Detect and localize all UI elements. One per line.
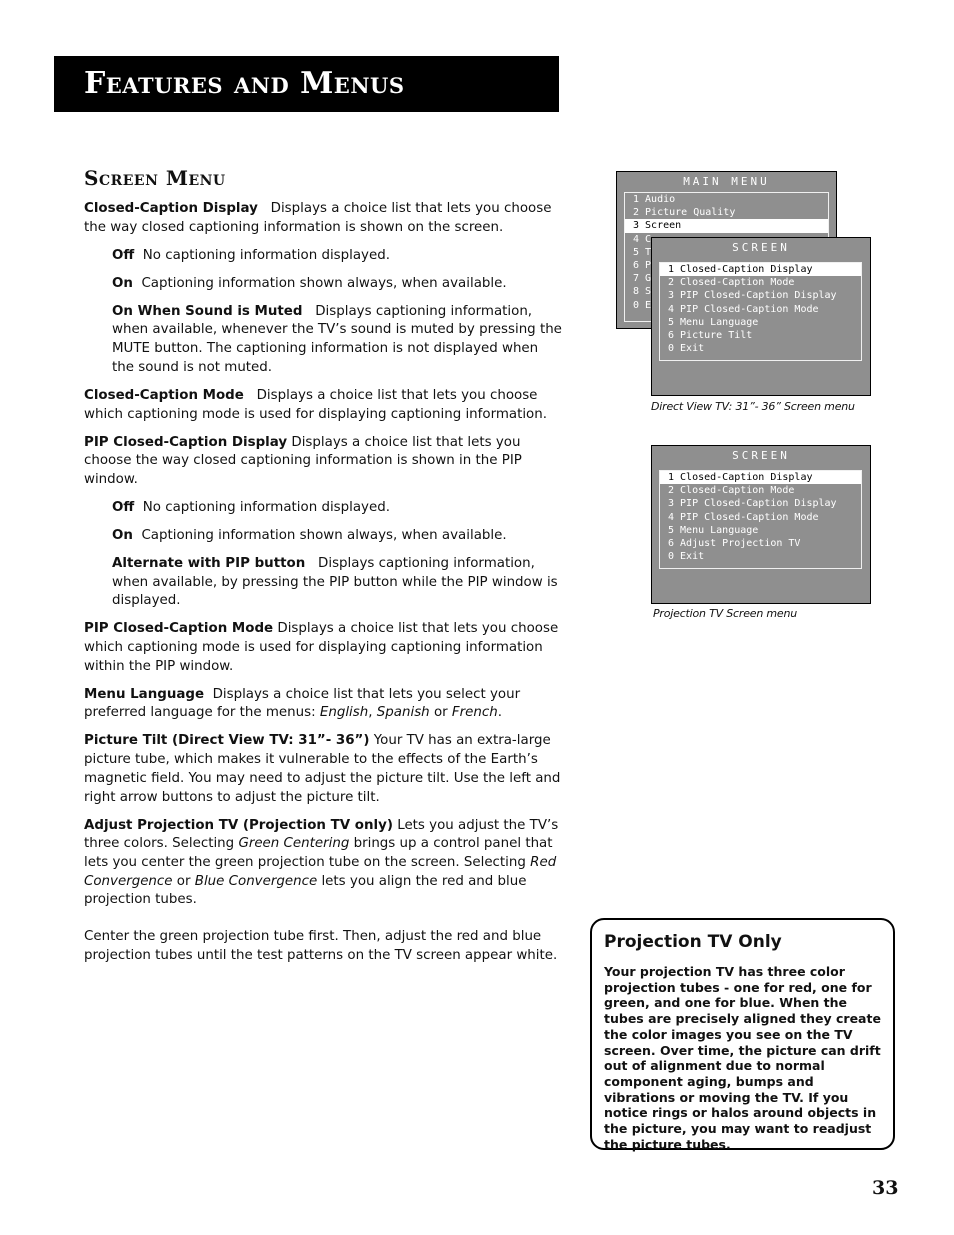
menu-language-paragraph	[84, 686, 564, 723]
menu-item-exit[interactable]: 0 Exit	[668, 343, 705, 355]
main-menu-item-exit[interactable]: 0 E	[633, 299, 652, 311]
description: Displays a choice list that lets you choose the way closed captioning information is shown on the screen.	[84, 201, 552, 235]
menu-item-closed-caption-display[interactable]: 1 Closed-Caption Display	[660, 471, 861, 484]
term: Closed-Caption Display	[84, 201, 258, 216]
screen-menu-projection	[651, 445, 871, 604]
term: Alternate with PIP button	[112, 555, 306, 571]
menu-item-closed-caption-mode[interactable]: 2 Closed-Caption Mode	[668, 277, 795, 289]
main-menu-item-8[interactable]: 8 S	[633, 286, 652, 298]
description: Lets you adjust the TV’s three colors. Selecting	[84, 817, 559, 852]
term: PIP Closed-Caption Mode	[84, 621, 274, 637]
body-text	[84, 200, 564, 975]
pip-alt-paragraph	[112, 555, 564, 611]
menu-item-closed-caption-mode[interactable]: 2 Closed-Caption Mode	[668, 485, 795, 497]
pip-off-paragraph	[112, 499, 564, 518]
pip-on-paragraph	[112, 527, 564, 546]
description: Displays captioning information, when available, whenever the TV’s sound is muted by pressing the MUTE button. The captioning information is not displayed when the sound is not muted.	[112, 303, 562, 375]
main-menu-item-5[interactable]: 5 T	[633, 246, 652, 258]
screen-menu-title: SCREEN	[732, 241, 790, 254]
description: No captioning information displayed.	[142, 247, 390, 263]
term: Menu Language	[84, 686, 205, 702]
sidebar-text: Your projection TV has three color projection tubes - one for red, one for green, and one for blue. When the tubes are precisely aligned they create the color images you see on the TV screen. Over time, the picture can drift out of alignment due to normal component aging, bumps and vibrations or moving the TV. If you notice rings or halos around objects in the picture, you may want to readjust the picture tubes.	[604, 964, 881, 1152]
center-paragraph	[84, 928, 564, 965]
comma: ,	[368, 705, 373, 721]
cc-on-paragraph	[112, 275, 564, 294]
menu-item-menu-language[interactable]: 5 Menu Language	[668, 316, 759, 328]
page-title: Features and Menus	[84, 66, 405, 101]
description: Center the green projection tube first. Then, adjust the red and blue projection tubes until the test patterns on the TV screen appear white.	[84, 929, 558, 963]
cc-off-paragraph	[112, 247, 564, 266]
page-number: 33	[872, 1177, 899, 1199]
pip-display-paragraph	[84, 434, 564, 490]
screen-menu-direct	[651, 237, 871, 396]
direct-view-caption: Direct View TV: 31”- 36” Screen menu	[651, 400, 855, 413]
description-c: lets you align the red and blue projection tubes.	[84, 873, 527, 908]
main-menu-item-4[interactable]: 4 C	[633, 233, 652, 245]
term: Off	[112, 499, 135, 515]
main-menu-item-7[interactable]: 7 G	[633, 273, 652, 285]
spanish-option: Spanish	[376, 705, 430, 721]
description: Displays a choice list that lets you choose the way closed captioning information is shown in the PIP window.	[84, 434, 522, 487]
menu-item-pip-closed-caption-mode[interactable]: 4 PIP Closed-Caption Mode	[668, 303, 819, 315]
main-menu-item-6[interactable]: 6 P	[633, 259, 652, 271]
description: No captioning information displayed.	[142, 499, 390, 515]
section-title: Screen Menu	[84, 166, 226, 190]
header-banner	[54, 56, 559, 112]
term: Picture Tilt (Direct View TV: 31”- 36”)	[84, 733, 370, 749]
menu-item-exit[interactable]: 0 Exit	[668, 551, 705, 563]
green-centering: Green Centering	[238, 836, 350, 852]
menu-item-picture-tilt[interactable]: 6 Picture Tilt	[668, 329, 753, 341]
cc-mode-paragraph	[84, 387, 564, 424]
description: Your TV has an extra-large picture tube, which makes it vulnerable to the effects of the Earth’s magnetic field. You may need to adjust the picture tilt. Use the left and right arrow buttons to adjust the picture tilt.	[84, 733, 561, 805]
description: Displays a choice list that lets you select your preferred language for the menus:	[84, 686, 521, 721]
picture-tilt-paragraph	[84, 732, 564, 807]
menu-item-pip-closed-caption-display[interactable]: 3 PIP Closed-Caption Display	[668, 290, 837, 302]
description-b: brings up a control panel that lets you center the green projection tube on the screen. Selecting	[84, 836, 553, 870]
adjust-projection-paragraph	[84, 817, 564, 911]
description: Captioning information shown always, when available.	[141, 527, 507, 543]
term: On	[112, 527, 133, 543]
description: Displays a choice list that lets you choose which captioning mode is used for displaying captioning information within the PIP window.	[84, 621, 559, 674]
main-menu-item-audio[interactable]: 1 Audio	[633, 194, 676, 205]
or-word: or	[176, 873, 191, 889]
term: Closed-Caption Mode	[84, 387, 244, 403]
term: On	[112, 275, 133, 291]
blue-convergence: Blue Convergence	[194, 873, 318, 889]
pip-mode-paragraph	[84, 620, 564, 676]
term: Off	[112, 247, 135, 263]
projection-tv-sidebar	[590, 918, 895, 1150]
screen-menu-list	[659, 262, 862, 361]
menu-item-pip-closed-caption-mode[interactable]: 4 PIP Closed-Caption Mode	[668, 511, 819, 523]
screen-menu-title: SCREEN	[732, 449, 790, 462]
menu-item-menu-language[interactable]: 5 Menu Language	[668, 524, 759, 536]
description: Captioning information shown always, when available.	[141, 275, 507, 291]
cc-display-paragraph	[84, 200, 564, 237]
term: Adjust Projection TV (Projection TV only)	[84, 817, 393, 833]
projection-caption: Projection TV Screen menu	[653, 607, 798, 620]
main-menu-item-picture-quality[interactable]: 2 Picture Quality	[633, 207, 736, 219]
screen-menu-list	[659, 470, 862, 569]
description: Displays a choice list that lets you choose which captioning mode is used for displaying captioning information.	[84, 387, 547, 422]
menu-item-adjust-projection-tv[interactable]: 6 Adjust Projection TV	[668, 537, 801, 549]
main-menu-title: MAIN MENU	[683, 175, 770, 188]
main-menu-item-screen[interactable]: 3 Screen	[625, 219, 828, 232]
english-option: English	[319, 705, 369, 721]
menu-item-pip-closed-caption-display[interactable]: 3 PIP Closed-Caption Display	[668, 498, 837, 510]
or-word: or	[433, 705, 448, 721]
period: .	[497, 705, 502, 721]
sidebar-title: Projection TV Only	[604, 932, 782, 952]
description: Displays captioning information, when available, by pressing the PIP button while the PIP window is displayed.	[112, 555, 558, 609]
french-option: French	[451, 705, 498, 721]
menu-item-closed-caption-display[interactable]: 1 Closed-Caption Display	[660, 263, 861, 276]
cc-muted-paragraph	[112, 303, 564, 378]
term: PIP Closed-Caption Display	[84, 434, 288, 450]
red-convergence: Red Convergence	[84, 854, 557, 889]
term: On When Sound is Muted	[112, 303, 303, 319]
